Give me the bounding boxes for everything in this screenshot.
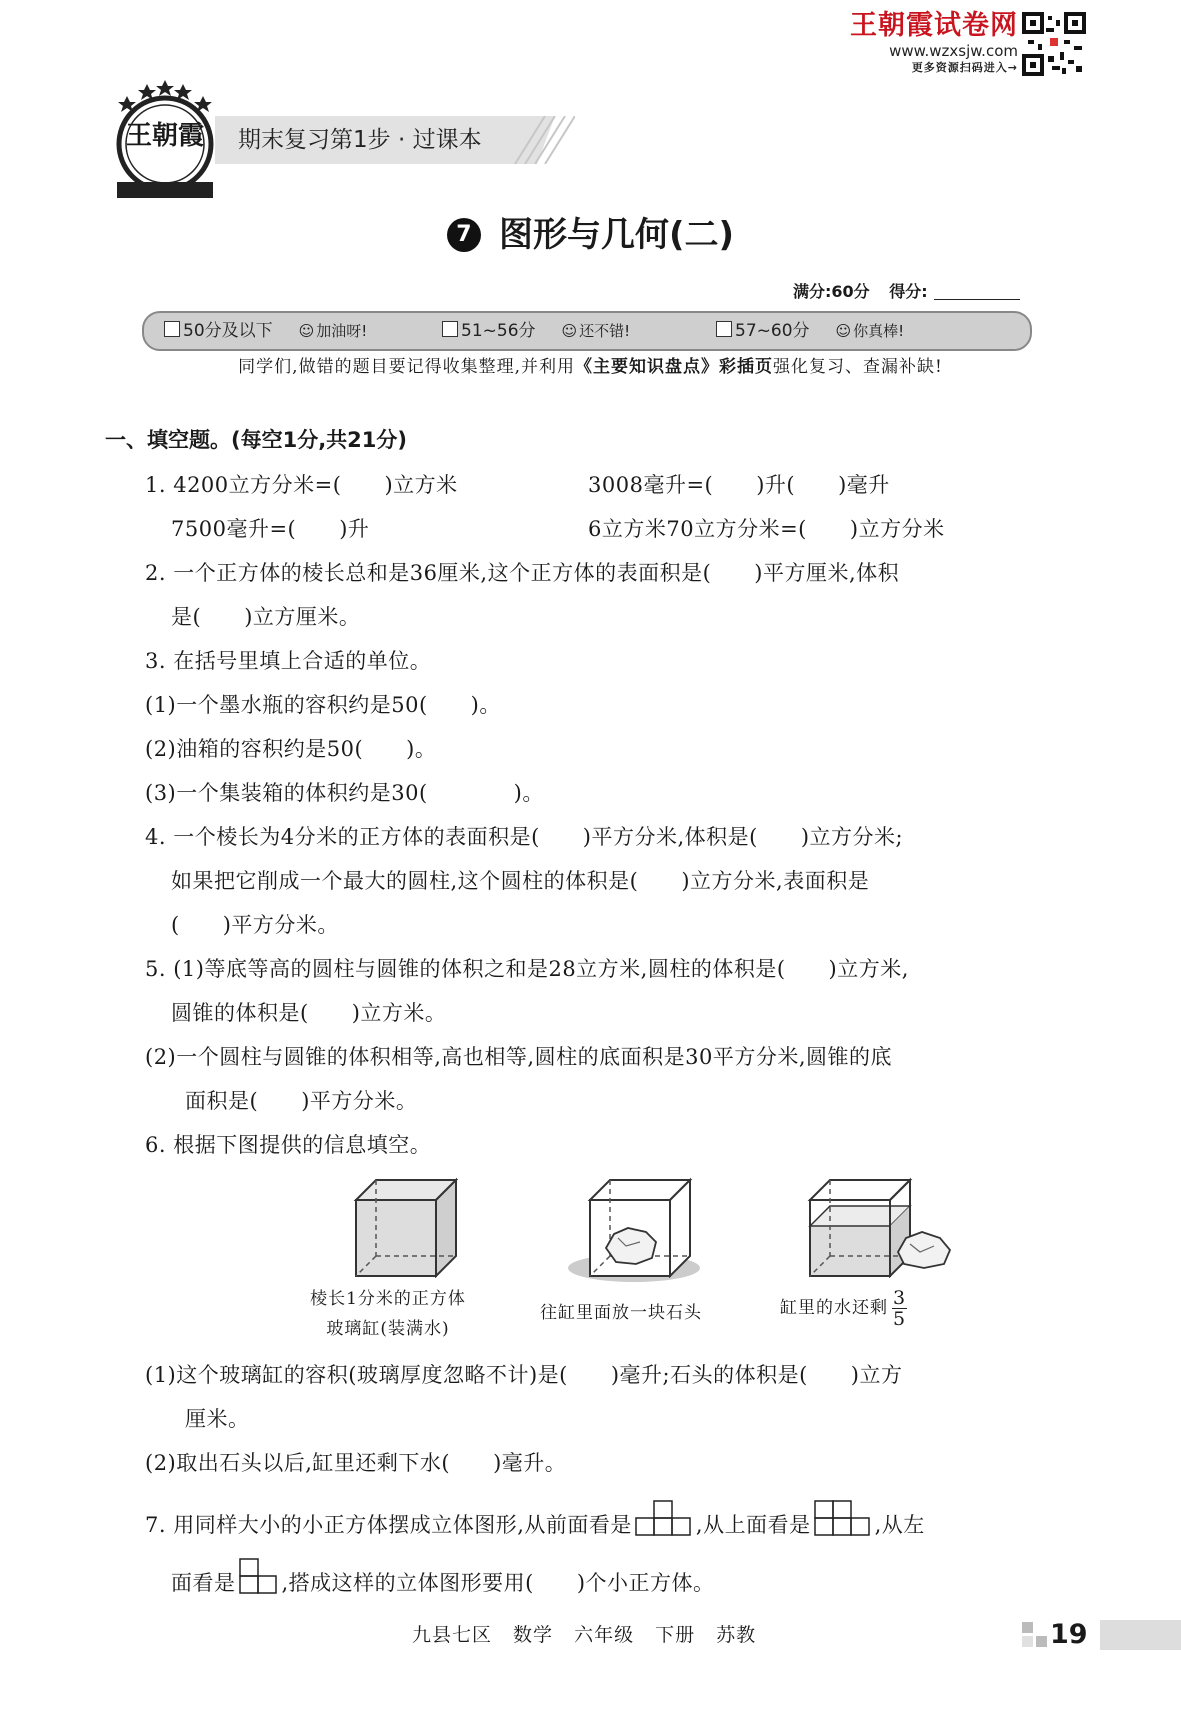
grade-range-1: 50分及以下 (183, 321, 273, 341)
full-score: 满分:60分 (793, 282, 870, 301)
caption-1-line2: 玻璃缸(装满水) (326, 1319, 450, 1339)
title-text: 图形与几何(二) (498, 215, 735, 255)
score-line (793, 280, 1020, 304)
section-heading: 一、填空题。(每空1分,共21分) (105, 428, 408, 452)
q4-line2: 如果把它削成一个最大的圆柱,这个圆柱的体积是( )立方分米,表面积是 (171, 869, 870, 893)
grade-msg-3: ☺ 你真棒! (836, 322, 905, 340)
figure-caption-3 (780, 1288, 970, 1329)
brand-block (838, 10, 1018, 76)
q4-line3: ( )平方分米。 (171, 913, 339, 937)
fraction-denominator: 5 (893, 1308, 907, 1330)
notice-text-1: 同学们,做错的题目要记得收集整理,并利用 (238, 357, 575, 377)
fraction (892, 1288, 907, 1329)
grade-checkbox-2[interactable] (442, 321, 458, 337)
q7-line1 (145, 1498, 925, 1540)
q5-line4: 面积是( )平方分米。 (185, 1089, 418, 1113)
caption-1-line1: 棱长1分米的正方体 (310, 1289, 466, 1309)
q4-line1: 4. 一个棱长为4分米的正方体的表面积是( )平方分米,体积是( )立方分米; (145, 825, 904, 849)
q7-text-e: ,搭成这样的立体图形要用( )个小正方体。 (281, 1571, 715, 1595)
page-corner-icon (1022, 1622, 1048, 1648)
q7-text-a: 7. 用同样大小的小正方体摆成立体图形,从前面看是 (145, 1513, 632, 1537)
grade-msg-1: ☺ 加油呀! (299, 322, 368, 340)
figure-caption-2: 往缸里面放一块石头 (540, 1303, 702, 1323)
grade-range-2: 51~56分 (461, 321, 536, 341)
page-number: 19 (1050, 1619, 1088, 1650)
grade-segment-3 (716, 313, 904, 349)
cube-partial-water-figure (806, 1176, 954, 1278)
q1-a: 1. 4200立方分米=( )立方米 (145, 473, 458, 497)
logo-text: 王朝霞 (125, 121, 204, 151)
cube-with-stone-figure (566, 1176, 702, 1286)
q1-b: 3008毫升=( )升( )毫升 (588, 473, 890, 497)
grade-msg-2: ☺ 还不错! (562, 322, 631, 340)
brand-tip: 更多资源扫码进入→ (911, 61, 1018, 74)
q3-p3: (3)一个集装箱的体积约是30( )。 (145, 781, 544, 805)
q3-p2: (2)油箱的容积约是50( )。 (145, 737, 437, 761)
q6-p1b: 厘米。 (185, 1407, 250, 1431)
brand-name: 王朝霞试卷网 (850, 10, 1018, 41)
q3-p1: (1)一个墨水瓶的容积约是50( )。 (145, 693, 501, 717)
front-view-shape-icon (635, 1498, 693, 1536)
grade-checkbox-1[interactable] (164, 321, 180, 337)
q5-line3: (2)一个圆柱与圆锥的体积相等,高也相等,圆柱的底面积是30平方分米,圆锥的底 (145, 1045, 892, 1069)
figure-caption-1 (272, 1284, 504, 1344)
q2-line2: 是( )立方厘米。 (171, 605, 361, 629)
q6-stem: 6. 根据下图提供的信息填空。 (145, 1133, 432, 1157)
top-view-shape-icon (814, 1498, 872, 1536)
caption-3-text: 缸里的水还剩 (780, 1298, 888, 1318)
q7-text-b: ,从上面看是 (695, 1513, 811, 1537)
title-number: 7 (447, 218, 481, 252)
grade-segment-2 (442, 313, 630, 349)
stage-label: 期末复习第1步 · 过课本 (238, 127, 482, 153)
q7-line2 (171, 1556, 715, 1598)
cube-full-water-figure (352, 1176, 458, 1278)
grade-bar (142, 311, 1032, 351)
page-bar (1100, 1620, 1181, 1650)
notice-bold: 《主要知识盘点》彩插页 (574, 357, 773, 377)
page-title (0, 210, 1181, 260)
grade-range-3: 57~60分 (735, 321, 810, 341)
fraction-numerator: 3 (893, 1287, 907, 1309)
q5-line1: 5. (1)等底等高的圆柱与圆锥的体积之和是28立方米,圆柱的体积是( )立方米, (145, 957, 909, 981)
score-label: 得分: (889, 282, 928, 301)
score-blank[interactable] (934, 299, 1020, 300)
q7-text-c: ,从左 (874, 1513, 925, 1537)
q6-p2: (2)取出石头以后,缸里还剩下水( )毫升。 (145, 1451, 567, 1475)
brand-url[interactable]: www.wzxsjw.com (889, 42, 1018, 60)
q6-p1a: (1)这个玻璃缸的容积(玻璃厚度忽略不计)是( )毫升;石头的体积是( )立方 (145, 1363, 903, 1387)
grade-checkbox-3[interactable] (716, 321, 732, 337)
footer-text: 九县七区 数学 六年级 下册 苏教 (412, 1624, 757, 1646)
q3-stem: 3. 在括号里填上合适的单位。 (145, 649, 432, 673)
q1-c: 7500毫升=( )升 (171, 517, 370, 541)
q1-d: 6立方米70立方分米=( )立方分米 (588, 517, 945, 541)
grade-segment-1 (164, 313, 367, 349)
notice-text-2: 强化复习、查漏补缺! (772, 357, 943, 377)
q5-line2: 圆锥的体积是( )立方米。 (171, 1001, 447, 1025)
notice (0, 352, 1181, 382)
q2-line1: 2. 一个正方体的棱长总和是36厘米,这个正方体的表面积是( )平方厘米,体积 (145, 561, 900, 585)
q7-text-d: 面看是 (171, 1571, 236, 1595)
left-view-shape-icon (239, 1556, 279, 1594)
qr-code-icon[interactable] (1022, 12, 1086, 76)
